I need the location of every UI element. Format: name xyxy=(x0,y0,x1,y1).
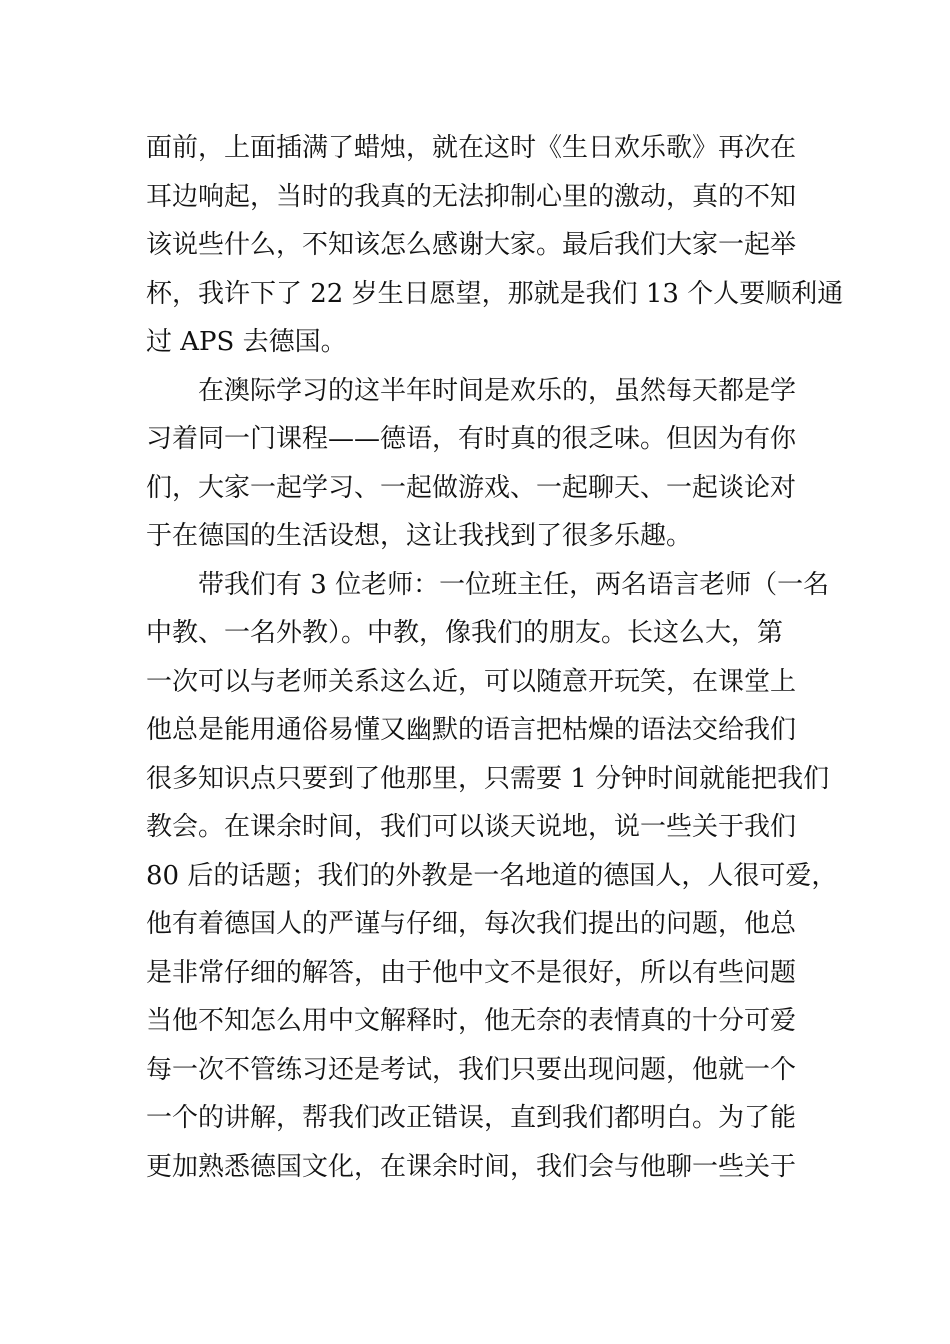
text-line: 他总是能用通俗易懂又幽默的语言把枯燥的语法交给我们 xyxy=(146,715,797,745)
paragraph-first-line: 带我们有 3 位老师：一位班主任，两名语言老师（一名 xyxy=(198,569,830,600)
text-line: 很多知识点只要到了他那里，只需要 1 分钟时间就能把我们 xyxy=(146,763,830,794)
text-line: 过 APS 去德国。 xyxy=(146,327,347,357)
text-line: 该说些什么，不知该怎么感谢大家。最后我们大家一起举 xyxy=(146,230,797,260)
text-line: 每一次不管练习还是考试，我们只要出现问题，他就一个 xyxy=(146,1054,797,1085)
text-line: 80 后的话题；我们的外教是一名地道的德国人，人很可爱， xyxy=(146,860,838,891)
text-line: 面前，上面插满了蜡烛，就在这时《生日欢乐歌》再次在 xyxy=(146,133,797,163)
text-line: 是非常仔细的解答，由于他中文不是很好，所以有些问题 xyxy=(146,957,797,988)
text-line: 一个的讲解，帮我们改正错误，直到我们都明白。为了能 xyxy=(146,1103,797,1133)
text-line: 耳边响起，当时的我真的无法抑制心里的激动，真的不知 xyxy=(146,181,797,212)
text-line: 他有着德国人的严谨与仔细，每次我们提出的问题，他总 xyxy=(146,909,797,939)
text-line: 当他不知怎么用中文解释时，他无奈的表情真的十分可爱 xyxy=(146,1006,797,1036)
text-line: 们，大家一起学习、一起做游戏、一起聊天、一起谈论对 xyxy=(146,472,797,503)
text-line: 教会。在课余时间，我们可以谈天说地，说一些关于我们 xyxy=(146,812,797,842)
text-line: 习着同一门课程——德语，有时真的很乏味。但因为有你 xyxy=(146,424,797,454)
text-line: 中教、一名外教）。中教，像我们的朋友。长这么大，第 xyxy=(146,618,784,648)
text-line: 于在德国的生活设想，这让我找到了很多乐趣。 xyxy=(146,521,693,551)
paragraph-first-line: 在澳际学习的这半年时间是欢乐的，虽然每天都是学 xyxy=(198,375,797,406)
text-line: 杯，我许下了 22 岁生日愿望，那就是我们 13 个人要顺利通 xyxy=(146,278,844,309)
text-line: 更加熟悉德国文化，在课余时间，我们会与他聊一些关于 xyxy=(146,1151,797,1182)
text-line: 一次可以与老师关系这么近，可以随意开玩笑，在课堂上 xyxy=(146,666,797,697)
body-text xyxy=(146,124,844,1191)
